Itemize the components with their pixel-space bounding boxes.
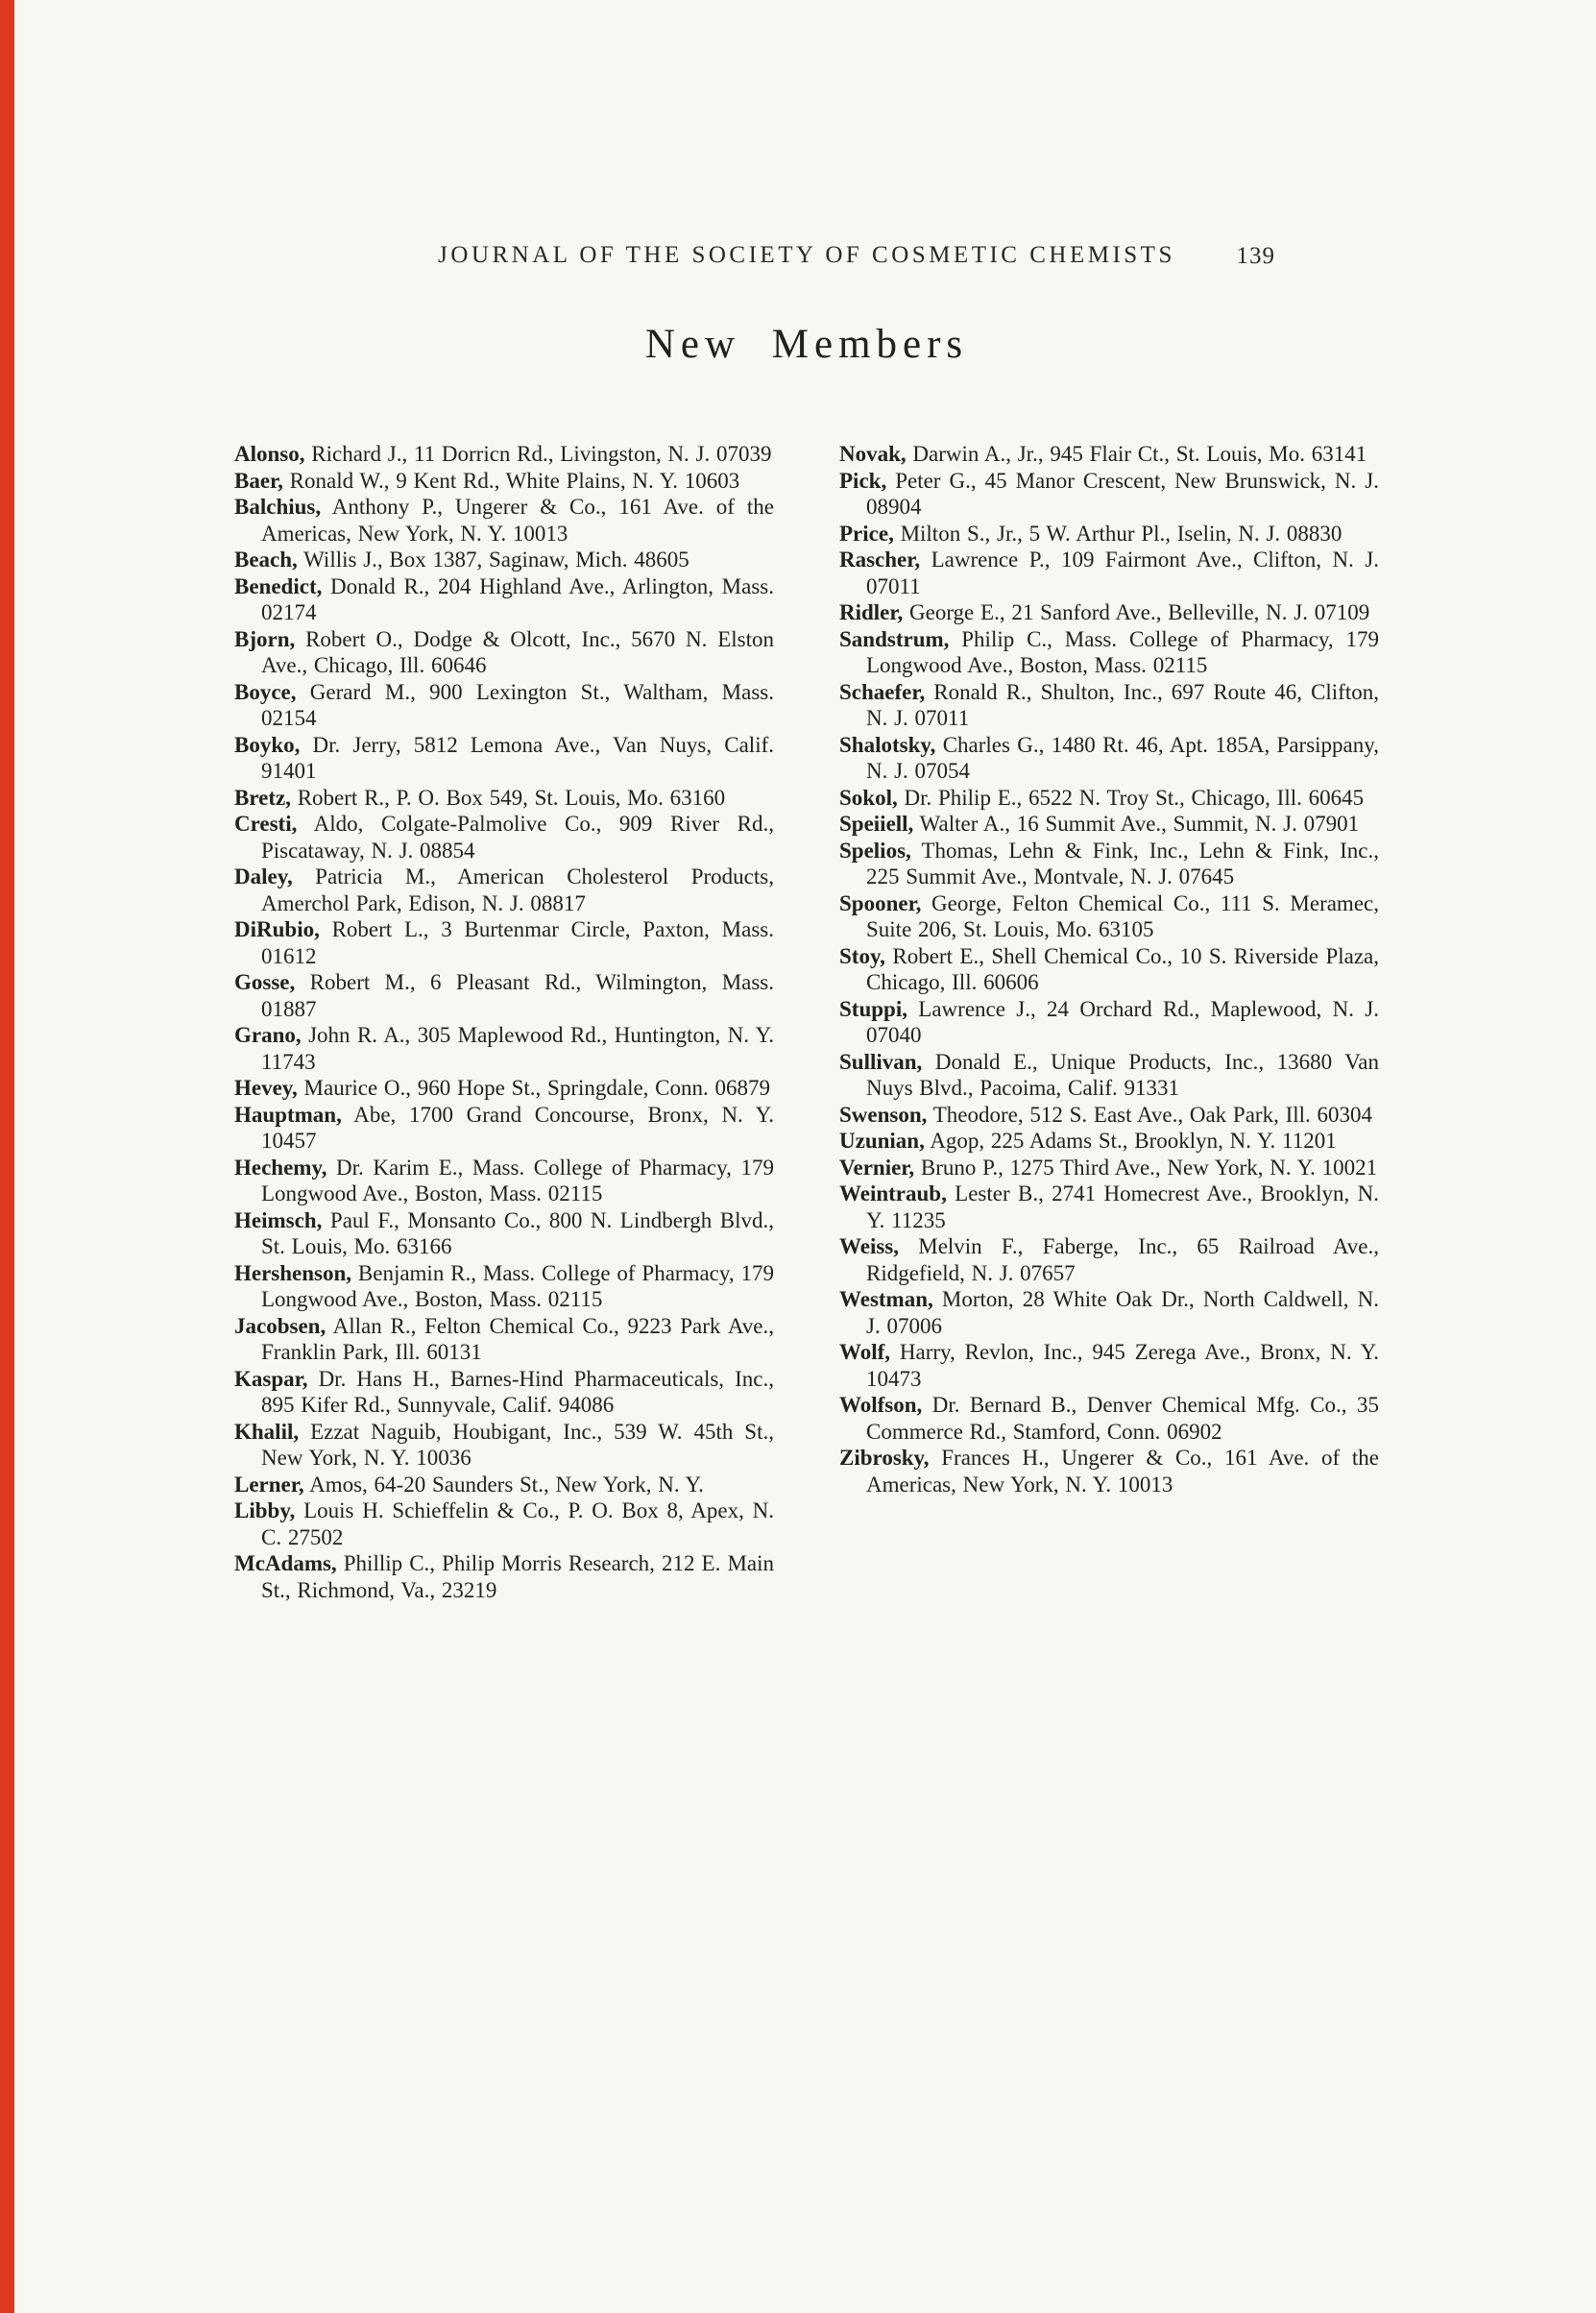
member-surname: Sokol, — [839, 785, 898, 810]
page-edge-red-stripe — [0, 0, 14, 2313]
member-entry: Wolfson, Dr. Bernard B., Denver Chemical Mfg. Co., 35 Commerce Rd., Stamford, Conn. 06902 — [839, 1393, 1379, 1444]
member-entry: DiRubio, Robert L., 3 Burtenmar Circle, Paxton, Mass. 01612 — [234, 917, 774, 968]
member-surname: Pick, — [839, 468, 887, 493]
member-entry: Sandstrum, Philip C., Mass. College of Pharmacy, 179 Longwood Ave., Boston, Mass. 02115 — [839, 626, 1379, 677]
member-entry: Swenson, Theodore, 512 S. East Ave., Oak Park, Ill. 60304 — [839, 1102, 1373, 1127]
member-surname: Stoy, — [839, 943, 885, 968]
member-entry: Wolf, Harry, Revlon, Inc., 945 Zerega Ave., Bronx, N. Y. 10473 — [839, 1340, 1379, 1391]
member-entry: Beach, Willis J., Box 1387, Saginaw, Mich. 48605 — [234, 548, 689, 572]
member-entry: Stuppi, Lawrence J., 24 Orchard Rd., Maplewood, N. J. 07040 — [839, 996, 1379, 1047]
member-surname: Kaspar, — [234, 1366, 308, 1391]
member-entry: Bjorn, Robert O., Dodge & Olcott, Inc., 5670 N. Elston Ave., Chicago, Ill. 60646 — [234, 626, 774, 677]
member-surname: Novak, — [839, 442, 907, 466]
page-number: 139 — [1236, 243, 1275, 269]
member-entry: McAdams, Phillip C., Philip Morris Research, 212 E. Main St., Richmond, Va., 23219 — [234, 1551, 774, 1602]
member-surname: Boyce, — [234, 679, 297, 704]
page-title: New Members — [644, 322, 969, 367]
member-surname: Beach, — [234, 548, 298, 572]
member-surname: Grano, — [234, 1023, 302, 1047]
member-entry: Stoy, Robert E., Shell Chemical Co., 10 S. Riverside Plaza, Chicago, Ill. 60606 — [839, 943, 1379, 994]
member-surname: Spooner, — [839, 890, 922, 915]
page-content — [234, 242, 1379, 1603]
member-surname: Vernier, — [839, 1155, 915, 1180]
member-entry: Spelios, Thomas, Lehn & Fink, Inc., Lehn & Fink, Inc., 225 Summit Ave., Montvale, N. J. 07645 — [839, 838, 1379, 889]
member-entry: Gosse, Robert M., 6 Pleasant Rd., Wilmington, Mass. 01887 — [234, 970, 774, 1021]
member-surname: Baer, — [234, 468, 283, 493]
member-surname: Price, — [839, 521, 894, 546]
member-entry: Alonso, Richard J., 11 Dorricn Rd., Livingston, N. J. 07039 — [234, 442, 772, 466]
member-surname: Ridler, — [839, 600, 904, 624]
member-entry: Benedict, Donald R., 204 Highland Ave., Arlington, Mass. 02174 — [234, 573, 774, 624]
member-entry: Vernier, Bruno P., 1275 Third Ave., New York, N. Y. 10021 — [839, 1155, 1378, 1180]
member-entry: Grano, John R. A., 305 Maplewood Rd., Huntington, N. Y. 11743 — [234, 1023, 774, 1074]
member-surname: Sandstrum, — [839, 626, 950, 651]
member-surname: Sullivan, — [839, 1049, 923, 1074]
member-entry: Baer, Ronald W., 9 Kent Rd., White Plains, N. Y. 10603 — [234, 468, 740, 493]
member-entry: Hershenson, Benjamin R., Mass. College of Pharmacy, 179 Longwood Ave., Boston, Mass. 02115 — [234, 1260, 774, 1311]
member-surname: Wolf, — [839, 1340, 891, 1364]
member-entry: Daley, Patricia M., American Cholesterol Products, Amerchol Park, Edison, N. J. 08817 — [234, 864, 774, 915]
member-entry: Boyce, Gerard M., 900 Lexington St., Waltham, Mass. 02154 — [234, 679, 774, 730]
member-surname: Daley, — [234, 864, 293, 889]
member-entry: Libby, Louis H. Schieffelin & Co., P. O. Box 8, Apex, N. C. 27502 — [234, 1498, 774, 1549]
member-entry: Uzunian, Agop, 225 Adams St., Brooklyn, N. Y. 11201 — [839, 1129, 1337, 1153]
member-surname: Bjorn, — [234, 626, 296, 651]
member-entry: Ridler, George E., 21 Sanford Ave., Belleville, N. J. 07109 — [839, 600, 1370, 624]
member-surname: Speiiell, — [839, 812, 914, 836]
member-surname: Shalotsky, — [839, 732, 936, 757]
member-surname: Wolfson, — [839, 1393, 923, 1417]
member-surname: Weintraub, — [839, 1181, 947, 1205]
member-surname: Uzunian, — [839, 1129, 925, 1153]
member-entry: Jacobsen, Allan R., Felton Chemical Co., 9223 Park Ave., Franklin Park, Ill. 60131 — [234, 1313, 774, 1364]
member-surname: Swenson, — [839, 1102, 928, 1127]
member-surname: McAdams, — [234, 1551, 337, 1575]
member-surname: Benedict, — [234, 573, 323, 598]
member-surname: Gosse, — [234, 970, 296, 994]
member-list — [234, 441, 1379, 1603]
member-surname: Balchius, — [234, 495, 322, 519]
member-surname: Heimsch, — [234, 1207, 323, 1232]
member-entry: Cresti, Aldo, Colgate-Palmolive Co., 909 River Rd., Piscataway, N. J. 08854 — [234, 812, 774, 863]
member-surname: Cresti, — [234, 812, 298, 836]
member-surname: Hechemy, — [234, 1155, 327, 1180]
member-surname: Lerner, — [234, 1472, 304, 1497]
member-surname: Alonso, — [234, 442, 305, 466]
member-entry: Hevey, Maurice O., 960 Hope St., Springdale, Conn. 06879 — [234, 1076, 771, 1100]
member-entry: Sokol, Dr. Philip E., 6522 N. Troy St., Chicago, Ill. 60645 — [839, 785, 1365, 810]
member-entry: Khalil, Ezzat Naguib, Houbigant, Inc., 539 W. 45th St., New York, N. Y. 10036 — [234, 1419, 774, 1470]
member-entry: Speiiell, Walter A., 16 Summit Ave., Summit, N. J. 07901 — [839, 812, 1360, 836]
member-entry: Kaspar, Dr. Hans H., Barnes-Hind Pharmaceuticals, Inc., 895 Kifer Rd., Sunnyvale, Calif. 94086 — [234, 1366, 774, 1417]
member-entry: Lerner, Amos, 64-20 Saunders St., New York, N. Y. — [234, 1472, 704, 1497]
member-entry: Novak, Darwin A., Jr., 945 Flair Ct., St. Louis, Mo. 63141 — [839, 442, 1367, 466]
member-entry: Bretz, Robert R., P. O. Box 549, St. Louis, Mo. 63160 — [234, 785, 726, 810]
member-entry: Balchius, Anthony P., Ungerer & Co., 161 Ave. of the Americas, New York, N. Y. 10013 — [234, 495, 774, 546]
member-surname: Spelios, — [839, 838, 911, 863]
right-column — [839, 441, 1379, 1603]
member-entry: Schaefer, Ronald R., Shulton, Inc., 697 Route 46, Clifton, N. J. 07011 — [839, 679, 1379, 730]
left-column — [234, 441, 774, 1603]
member-surname: Boyko, — [234, 732, 301, 757]
member-surname: Hauptman, — [234, 1102, 342, 1127]
member-entry: Shalotsky, Charles G., 1480 Rt. 46, Apt. 185A, Parsippany, N. J. 07054 — [839, 732, 1379, 783]
member-entry: Spooner, George, Felton Chemical Co., 111 S. Meramec, Suite 206, St. Louis, Mo. 63105 — [839, 890, 1379, 941]
member-surname: Hevey, — [234, 1076, 298, 1100]
member-surname: Bretz, — [234, 785, 291, 810]
member-surname: Zibrosky, — [839, 1446, 930, 1470]
member-entry: Weiss, Melvin F., Faberge, Inc., 65 Railroad Ave., Ridgefield, N. J. 07657 — [839, 1234, 1379, 1285]
journal-title: JOURNAL OF THE SOCIETY OF COSMETIC CHEMISTS — [438, 242, 1175, 268]
member-entry: Rascher, Lawrence P., 109 Fairmont Ave., Clifton, N. J. 07011 — [839, 548, 1379, 598]
member-surname: Jacobsen, — [234, 1313, 326, 1338]
member-surname: Libby, — [234, 1498, 296, 1522]
member-entry: Price, Milton S., Jr., 5 W. Arthur Pl., Iselin, N. J. 08830 — [839, 521, 1342, 546]
member-entry: Heimsch, Paul F., Monsanto Co., 800 N. Lindbergh Blvd., St. Louis, Mo. 63166 — [234, 1207, 774, 1258]
member-surname: Stuppi, — [839, 996, 907, 1021]
member-entry: Hauptman, Abe, 1700 Grand Concourse, Bronx, N. Y. 10457 — [234, 1102, 774, 1153]
running-header — [234, 242, 1379, 269]
member-entry: Westman, Morton, 28 White Oak Dr., North Caldwell, N. J. 07006 — [839, 1287, 1379, 1338]
member-entry: Boyko, Dr. Jerry, 5812 Lemona Ave., Van Nuys, Calif. 91401 — [234, 732, 774, 783]
member-surname: Schaefer, — [839, 679, 926, 704]
member-surname: Westman, — [839, 1287, 933, 1311]
member-surname: Hershenson, — [234, 1260, 352, 1285]
member-entry: Zibrosky, Frances H., Ungerer & Co., 161 Ave. of the Americas, New York, N. Y. 10013 — [839, 1446, 1379, 1497]
member-entry: Pick, Peter G., 45 Manor Crescent, New Brunswick, N. J. 08904 — [839, 468, 1379, 519]
member-surname: Khalil, — [234, 1419, 300, 1444]
member-surname: Rascher, — [839, 548, 921, 572]
member-entry: Sullivan, Donald E., Unique Products, Inc., 13680 Van Nuys Blvd., Pacoima, Calif. 91331 — [839, 1049, 1379, 1100]
member-entry: Weintraub, Lester B., 2741 Homecrest Ave., Brooklyn, N. Y. 11235 — [839, 1181, 1379, 1232]
member-entry: Hechemy, Dr. Karim E., Mass. College of Pharmacy, 179 Longwood Ave., Boston, Mass. 02115 — [234, 1155, 774, 1205]
member-surname: DiRubio, — [234, 917, 320, 941]
member-surname: Weiss, — [839, 1234, 899, 1258]
